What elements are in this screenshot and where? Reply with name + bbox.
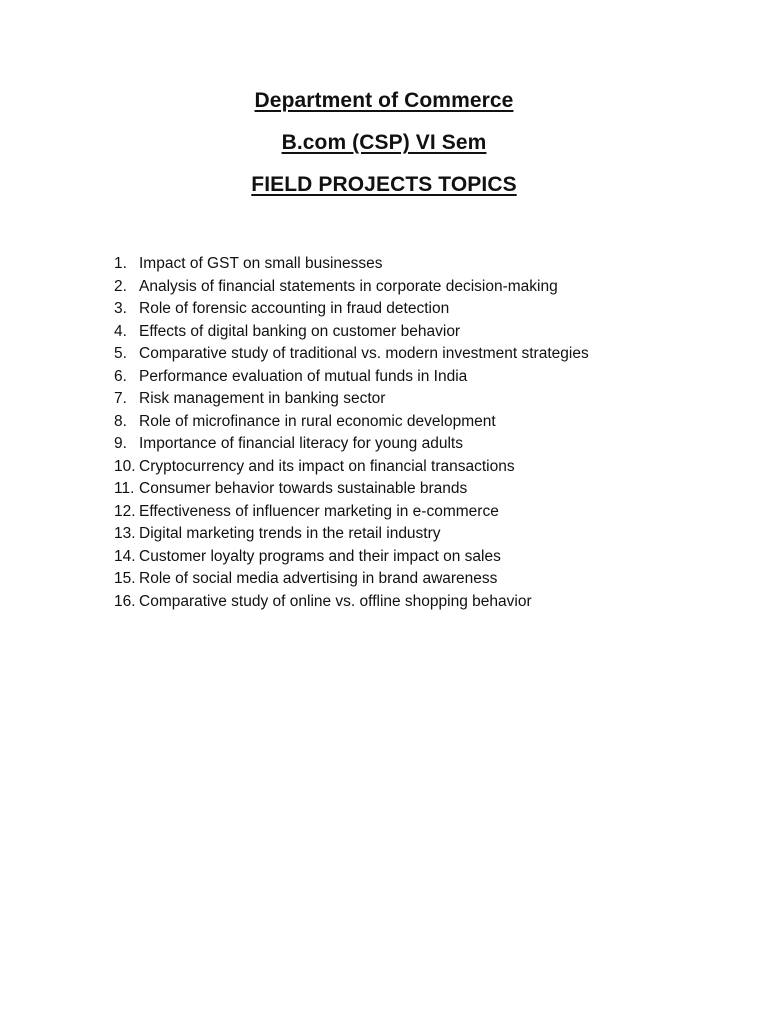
list-item-text: Comparative study of traditional vs. modern investment strategies (139, 345, 589, 362)
list-item (114, 321, 589, 344)
list-item (114, 276, 589, 299)
list-item-text: Comparative study of online vs. offline shopping behavior (139, 592, 532, 610)
list-item (114, 546, 589, 569)
list-item-text: Risk management in banking sector (139, 390, 386, 407)
list-item-number: 8. (114, 412, 127, 430)
list-item-text: Digital marketing trends in the retail industry (139, 525, 441, 542)
list-item-text: Impact of GST on small businesses (139, 255, 383, 272)
list-item-text: Effects of digital banking on customer behavior (139, 322, 461, 340)
list-item (114, 366, 589, 389)
list-item (114, 591, 589, 614)
list-item-number: 9. (114, 435, 127, 452)
list-item-number: 7. (114, 390, 127, 407)
topics-list (114, 253, 589, 613)
department-heading: Department of Commerce (254, 89, 514, 112)
list-item-text: Consumer behavior towards sustainable brands (139, 480, 468, 497)
list-item (114, 343, 589, 366)
list-item-number: 14. (114, 547, 136, 565)
list-item (114, 388, 589, 411)
list-item-number: 13. (114, 525, 136, 542)
list-item (114, 411, 589, 434)
list-item (114, 298, 589, 321)
list-item-text: Performance evaluation of mutual funds in India (139, 367, 468, 385)
list-item-number: 15. (114, 570, 136, 587)
list-item-text: Importance of financial literacy for young adults (139, 435, 463, 452)
list-item-text: Role of social media advertising in brand awareness (139, 570, 498, 587)
list-item-number: 11. (114, 480, 135, 497)
list-item-text: Role of microfinance in rural economic development (139, 412, 496, 430)
list-item-text: Role of forensic accounting in fraud detection (139, 300, 450, 317)
list-item-number: 6. (114, 367, 127, 385)
list-item-number: 5. (114, 345, 127, 362)
list-item-number: 3. (114, 300, 127, 317)
document-title: FIELD PROJECTS TOPICS (251, 173, 517, 196)
list-item (114, 523, 589, 546)
list-item-number: 10. (114, 457, 136, 475)
list-item-number: 4. (114, 322, 127, 340)
list-item (114, 501, 589, 524)
list-item (114, 456, 589, 479)
list-item-text: Analysis of financial statements in corporate decision-making (139, 277, 558, 295)
list-item-number: 12. (114, 502, 136, 520)
list-item (114, 568, 589, 591)
list-item-number: 1. (114, 255, 127, 272)
list-item-text: Effectiveness of influencer marketing in e-commerce (139, 502, 499, 520)
list-item-number: 2. (114, 277, 127, 295)
list-item (114, 433, 589, 456)
list-item (114, 253, 589, 276)
list-item-number: 16. (114, 592, 136, 610)
course-heading: B.com (CSP) VI Sem (281, 131, 487, 154)
list-item-text: Cryptocurrency and its impact on financial transactions (139, 457, 515, 475)
list-item-text: Customer loyalty programs and their impact on sales (139, 547, 501, 565)
list-item (114, 478, 589, 501)
